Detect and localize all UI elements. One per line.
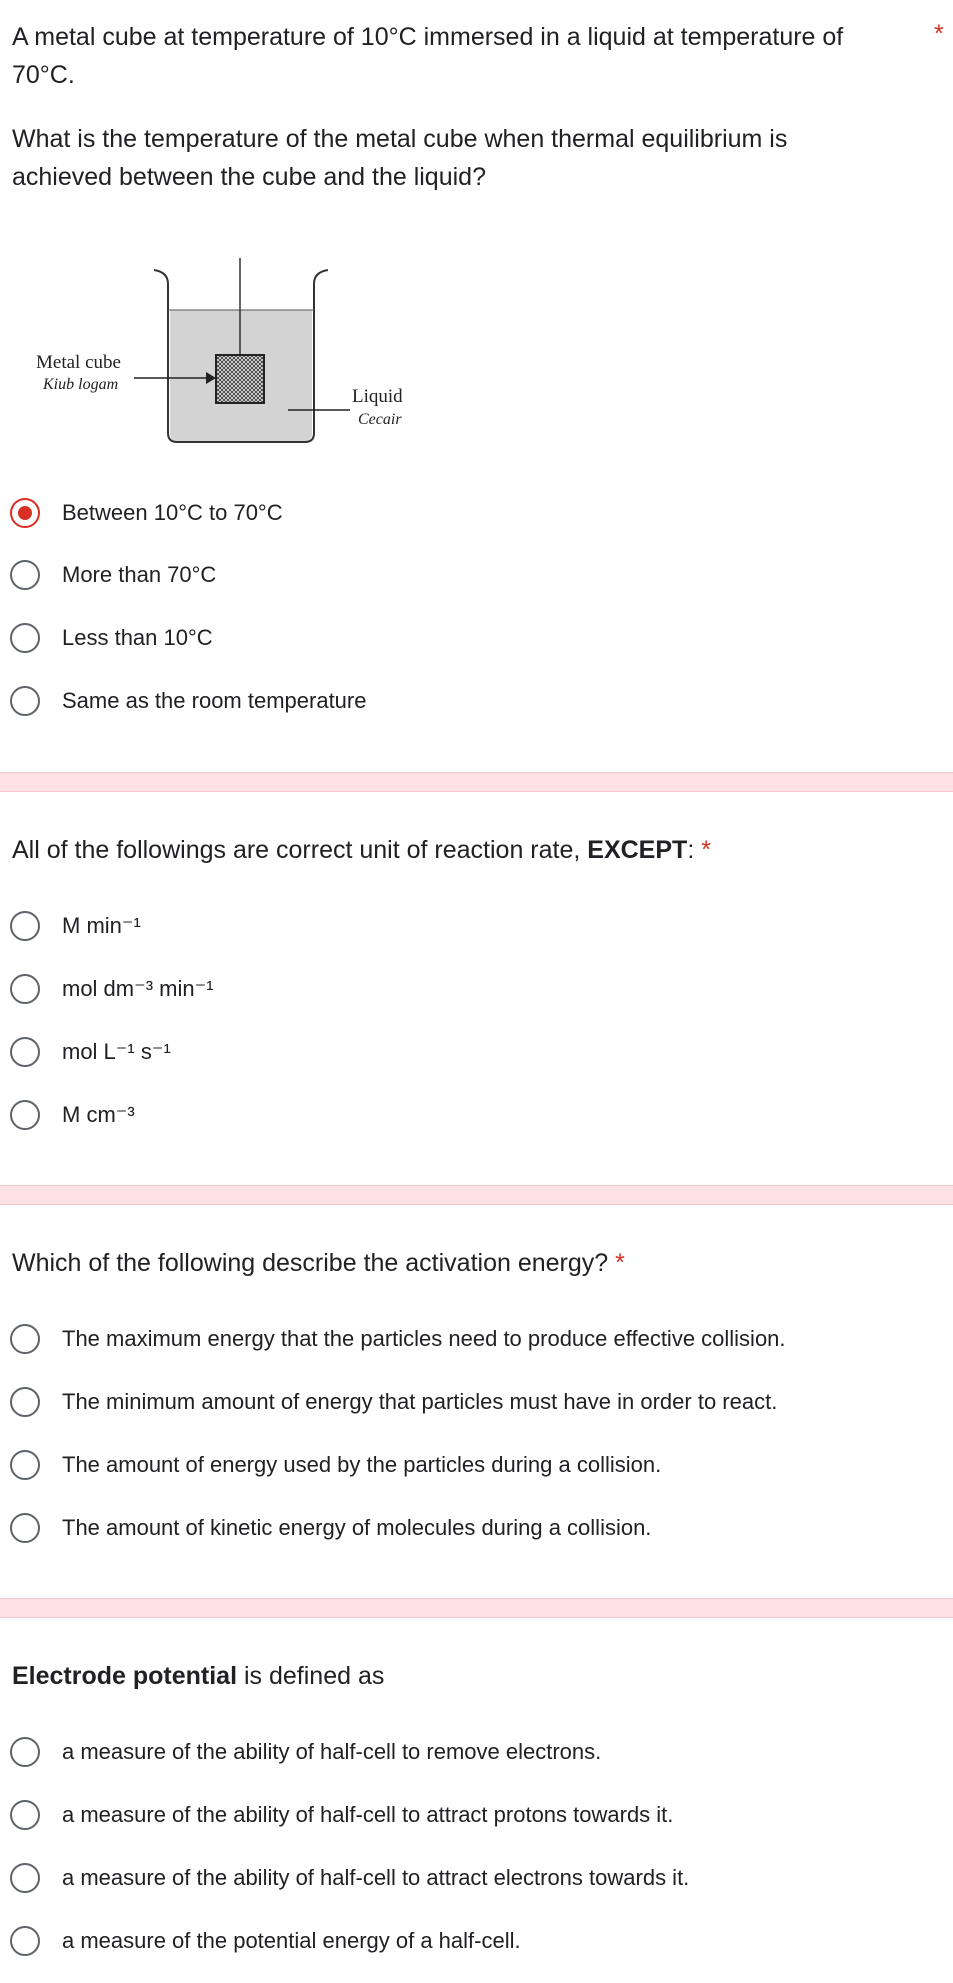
radio-button[interactable] <box>10 686 40 716</box>
question-prompt-line-2: achieved between the cube and the liquid? <box>12 163 486 191</box>
question-text <box>12 1657 892 1695</box>
q3-option-1[interactable] <box>10 1322 786 1356</box>
question-text-main: Which of the following describe the activation energy? <box>12 1249 616 1277</box>
radio-button[interactable] <box>10 974 40 1004</box>
metal-cube <box>216 355 264 403</box>
question-prompt <box>12 120 892 196</box>
radio-button[interactable] <box>10 1324 40 1354</box>
question-text-line-2: 70°C. <box>12 61 75 89</box>
option-label: Between 10°C to 70°C <box>62 500 283 525</box>
q1-option-1[interactable] <box>10 496 283 530</box>
question-text <box>12 18 892 94</box>
required-asterisk: * <box>934 20 944 48</box>
q2-option-3[interactable] <box>10 1035 171 1069</box>
option-label: The amount of energy used by the particles during a collision. <box>62 1452 662 1477</box>
option-label: mol dm⁻³ min⁻¹ <box>62 976 214 1001</box>
q2-option-2[interactable] <box>10 972 214 1006</box>
option-label: a measure of the ability of half-cell to attract protons towards it. <box>62 1802 674 1827</box>
radio-button[interactable] <box>10 1737 40 1767</box>
q3-option-3[interactable] <box>10 1448 661 1482</box>
question-text-emphasis: EXCEPT <box>587 836 688 864</box>
option-label: a measure of the ability of half-cell to attract electrons towards it. <box>62 1865 690 1890</box>
q4-option-4[interactable] <box>10 1924 521 1958</box>
radio-button[interactable] <box>10 1037 40 1067</box>
option-label: M min⁻¹ <box>62 913 141 938</box>
radio-button[interactable] <box>10 1863 40 1893</box>
radio-button[interactable] <box>10 1100 40 1130</box>
required-asterisk: * <box>615 1249 625 1277</box>
option-label: The minimum amount of energy that particles must have in order to react. <box>62 1389 778 1414</box>
radio-button[interactable] <box>10 911 40 941</box>
option-label: a measure of the ability of half-cell to remove electrons. <box>62 1739 602 1764</box>
radio-button[interactable] <box>10 1800 40 1830</box>
question-text-line-1: A metal cube at temperature of 10°C immersed in a liquid at temperature of <box>12 23 844 51</box>
option-label: The maximum energy that the particles need to produce effective collision. <box>62 1326 786 1351</box>
option-label: Same as the room temperature <box>62 688 367 713</box>
q3-option-4[interactable] <box>10 1511 651 1545</box>
section-separator <box>0 1185 953 1205</box>
liquid-label: Liquid <box>352 386 403 407</box>
radio-button[interactable] <box>10 560 40 590</box>
option-label: M cm⁻³ <box>62 1102 135 1127</box>
beaker-diagram <box>30 250 430 450</box>
option-label: a measure of the potential energy of a half-cell. <box>62 1928 521 1953</box>
q2-option-1[interactable] <box>10 909 141 943</box>
question-text <box>12 1244 892 1282</box>
metal-cube-label-alt: Kiub logam <box>43 376 119 393</box>
option-label: The amount of kinetic energy of molecules during a collision. <box>62 1515 652 1540</box>
q1-option-3[interactable] <box>10 621 213 655</box>
section-separator <box>0 1598 953 1618</box>
option-label: More than 70°C <box>62 562 217 587</box>
liquid-label-alt: Cecair <box>358 411 402 428</box>
q4-option-3[interactable] <box>10 1861 689 1895</box>
section-separator <box>0 772 953 792</box>
option-label: mol L⁻¹ s⁻¹ <box>62 1039 171 1064</box>
radio-button[interactable] <box>10 1387 40 1417</box>
question-text <box>12 831 892 869</box>
radio-selected[interactable] <box>10 498 40 528</box>
metal-cube-label: Metal cube <box>36 352 121 373</box>
question-text-rest: is defined as <box>237 1662 385 1690</box>
option-label: Less than 10°C <box>62 625 213 650</box>
question-prompt-line-1: What is the temperature of the metal cube when thermal equilibrium is <box>12 125 788 153</box>
q1-option-2[interactable] <box>10 558 216 592</box>
question-text-prefix: All of the followings are correct unit of reaction rate, <box>12 836 588 864</box>
radio-button[interactable] <box>10 623 40 653</box>
radio-button[interactable] <box>10 1513 40 1543</box>
required-asterisk: * <box>701 836 711 864</box>
q1-option-4[interactable] <box>10 684 366 718</box>
q2-option-4[interactable] <box>10 1098 135 1132</box>
q4-option-1[interactable] <box>10 1735 601 1769</box>
q4-option-2[interactable] <box>10 1798 673 1832</box>
q3-option-2[interactable] <box>10 1385 777 1419</box>
radio-button[interactable] <box>10 1450 40 1480</box>
radio-button[interactable] <box>10 1926 40 1956</box>
question-text-suffix: : <box>687 836 702 864</box>
question-text-emphasis: Electrode potential <box>12 1662 238 1690</box>
